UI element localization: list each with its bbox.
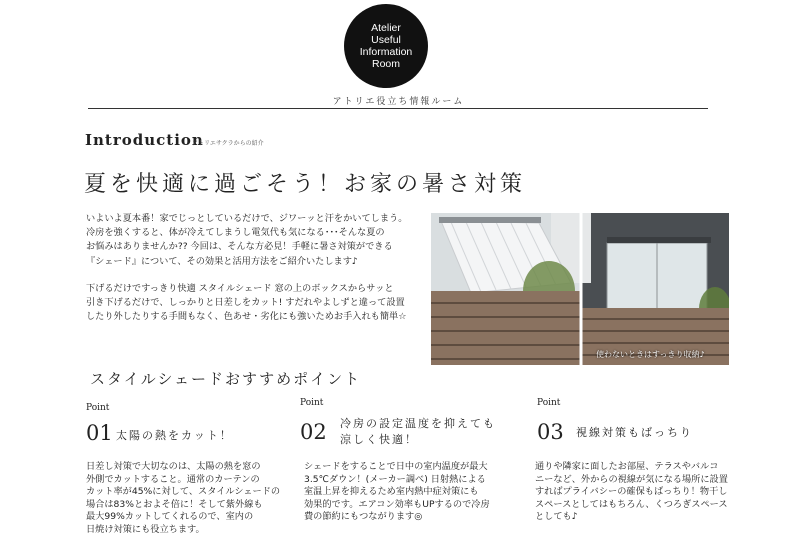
intro-line: お悩みはありませんか?? 今回は、そんな方必見！手軽に暑さ対策ができる <box>86 241 393 253</box>
point-body-line: すればプライバシーの確保もばっちり！物干し <box>535 486 728 498</box>
point-label: Point <box>300 398 324 408</box>
page-headline: 夏を快適に過ごそう！お家の暑さ対策 <box>84 172 527 197</box>
point-body-line: 最大99%カットしてくれるので、室内の <box>86 511 254 523</box>
points-heading: スタイルシェードおすすめポイント <box>90 370 362 388</box>
logo-line: Atelier <box>371 22 401 34</box>
intro-body <box>86 212 426 324</box>
point-body-line: としても♪ <box>535 511 578 523</box>
point-number: 02 <box>300 420 327 444</box>
point-body-line: 日焼け対策にも役立ちます。 <box>86 523 205 535</box>
point-label: Point <box>86 403 110 413</box>
point-title <box>576 425 693 441</box>
point-title-line: 冷房の設定温度を抑えても <box>340 417 496 430</box>
intro-sublabel: アトリエサクラからの紹介 <box>192 140 264 147</box>
point-body-line: 3.5℃ダウン！(メーカー調べ) 日射熱による <box>304 473 486 485</box>
intro-line: 冷房を強くすると、体が冷えてしまうし電気代も気になる･･･そんな夏の <box>86 227 385 239</box>
point-body-line: 通りや隣家に面したお部屋、テラスやバルコ <box>535 461 719 472</box>
point-title <box>116 428 233 444</box>
intro-line: いよいよ夏本番！家でじっとしているだけで、ジワーッと汗をかいてしまう。 <box>86 213 408 224</box>
point-number: 03 <box>537 420 564 444</box>
logo-line: Information <box>359 46 413 58</box>
atelier-logo <box>344 4 428 88</box>
shade-photo <box>431 213 729 365</box>
header-divider <box>88 108 708 109</box>
intro-line: 引き下げるだけで、しっかりと日差しをカット! すだれやよしずと違って設置 <box>86 297 405 309</box>
logo-line: Room <box>371 58 400 70</box>
point-title-line: 太陽の熱をカット！ <box>116 429 233 442</box>
point-label: Point <box>537 398 561 408</box>
point-number: 01 <box>86 421 113 445</box>
point-body-line: 外側でカットすること。通常のカーテンの <box>86 473 260 485</box>
point-body-line: 場合は83%とおよそ倍に！そして紫外線も <box>86 498 263 510</box>
logo-line: Useful <box>371 34 401 46</box>
shade-photo-illustration <box>431 213 729 365</box>
point-body-line: 費の節約にもつながります◎ <box>304 511 423 523</box>
point-title <box>340 416 496 448</box>
photo-caption: 使わないときはすっきり収納♪ <box>596 350 705 359</box>
point-title-line: 視線対策もばっちり <box>576 426 693 439</box>
point-body <box>535 461 775 524</box>
intro-line: 『シェード』について、その効果と活用方法をご紹介いたします♪ <box>86 255 358 267</box>
point-body-line: ニーなど、外からの視線が気になる場所に設置 <box>535 473 728 485</box>
point-body-line: シェードをすることで日中の室内温度が最大 <box>304 461 488 472</box>
point-body <box>86 461 296 537</box>
point-body-line: 効果的です。エアコン効率もUPするので冷房 <box>304 498 490 510</box>
point-body-line: 室温上昇を抑えるため室内熱中症対策にも <box>304 486 479 498</box>
site-subtitle: アトリエ役立ち情報ルーム <box>332 97 465 107</box>
intro-line: したり外したりする手間もなく、色あせ・劣化にも強いためお手入れも簡単☆ <box>86 311 407 323</box>
point-body-line: 日差し対策で大切なのは、太陽の熱を窓の <box>86 461 261 472</box>
logo-text <box>350 22 422 70</box>
point-body-line: カット率が45%に対して、スタイルシェードの <box>86 486 281 498</box>
point-body-line: スペースとしてはもちろん、くつろぎスペース <box>535 498 728 510</box>
point-title-line: 涼しく快適！ <box>340 433 418 446</box>
intro-line: 下げるだけですっきり快適 スタイルシェード 窓の上のボックスからサッと <box>86 282 394 294</box>
point-body <box>304 461 524 524</box>
intro-label: Introduction <box>85 131 204 149</box>
